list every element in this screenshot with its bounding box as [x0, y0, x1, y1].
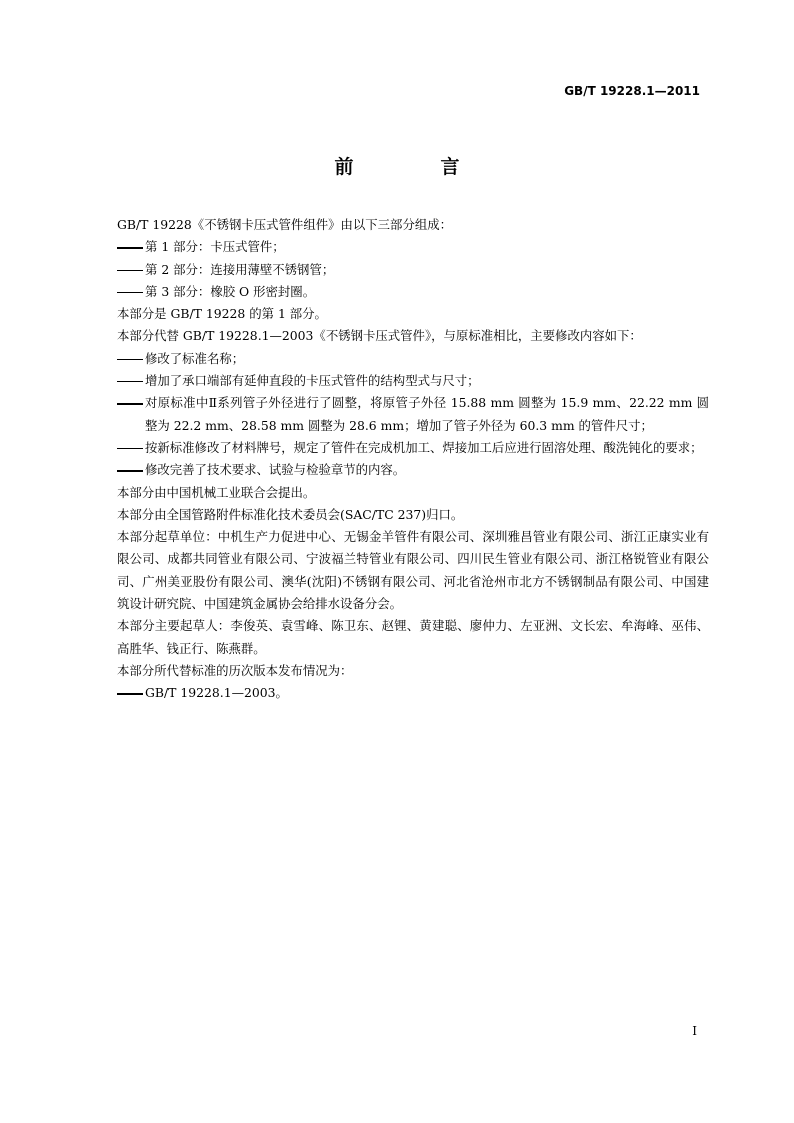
list-item-change-1 — [117, 348, 709, 370]
list-item-previous-edition — [117, 682, 709, 704]
list-item-text: 修改完善了技术要求、试验与检验章节的内容。 — [145, 462, 406, 478]
paragraph-history: 本部分所代替标准的历次版本发布情况为： — [117, 662, 353, 678]
page-title: 前 言 — [334, 156, 494, 178]
list-item-text: 第 2 部分：连接用薄壁不锈钢管； — [145, 261, 335, 277]
list-item-text: 按新标准修改了材料牌号，规定了管件在完成机加工、焊接加工后应进行固溶处理、酸洗钝化的要求； — [145, 439, 703, 455]
paragraph-administered-by: 本部分由全国管路附件标准化技术委员会(SAC/TC 237)归口。 — [117, 506, 464, 522]
paragraph-replaces: 本部分代替 GB/T 19228.1—2003《不锈钢卡压式管件》，与原标准相比，主要修改内容如下： — [117, 328, 642, 344]
list-item-text: 第 3 部分：橡胶 O 形密封圈。 — [145, 283, 316, 299]
list-item-change-4 — [117, 437, 709, 459]
list-item-change-5 — [117, 459, 709, 481]
list-item-text: 对原标准中Ⅱ系列管子外径进行了圆整，将原管子外径 15.88 mm 圆整为 15.9 mm、22.22 mm 圆整为 22.2 mm、28.58 mm 圆整为 28.6 mm；增加了管子外径为 60.3 mm 的管件尺寸； — [145, 395, 709, 433]
paragraph-part-statement: 本部分是 GB/T 19228 的第 1 部分。 — [117, 306, 327, 322]
paragraph-proposed-by: 本部分由中国机械工业联合会提出。 — [117, 484, 316, 500]
list-item-change-2 — [117, 370, 709, 392]
paragraph-drafters: 本部分主要起草人：李俊英、袁雪峰、陈卫东、赵锂、黄建聪、廖仲力、左亚洲、文长宏、牟海峰、巫伟、高胜华、钱正行、陈燕群。 — [117, 618, 709, 656]
list-item-part-2 — [117, 259, 709, 281]
list-item-change-3 — [117, 392, 709, 437]
list-item-part-1 — [117, 236, 709, 258]
page-number: Ⅰ — [692, 1024, 697, 1038]
foreword-body — [117, 214, 709, 705]
standard-number: GB/T 19228.1—2011 — [564, 84, 700, 98]
paragraph-composition: GB/T 19228《不锈钢卡压式管件组件》由以下三部分组成： — [117, 217, 453, 232]
list-item-text: 修改了标准名称； — [145, 350, 245, 366]
list-item-part-3 — [117, 281, 709, 303]
list-item-text: GB/T 19228.1—2003。 — [145, 685, 288, 701]
list-item-text: 增加了承口端部有延伸直段的卡压式管件的结构型式与尺寸； — [145, 373, 480, 389]
list-item-text: 第 1 部分：卡压式管件； — [145, 239, 285, 255]
paragraph-drafting-units: 本部分起草单位：中机生产力促进中心、无锡金羊管件有限公司、深圳雅昌管业有限公司、浙江正康实业有限公司、成都共同管业有限公司、宁波福兰特管业有限公司、四川民生管业有限公司、浙江格锐管业有限公司、广州美亚股份有限公司、澳华(沈阳)不锈钢有限公司、河北省沧州市北方不锈钢制品有限公司、中国建筑设计研究院、中国建筑金属协会给排水设备分会。 — [117, 529, 709, 612]
